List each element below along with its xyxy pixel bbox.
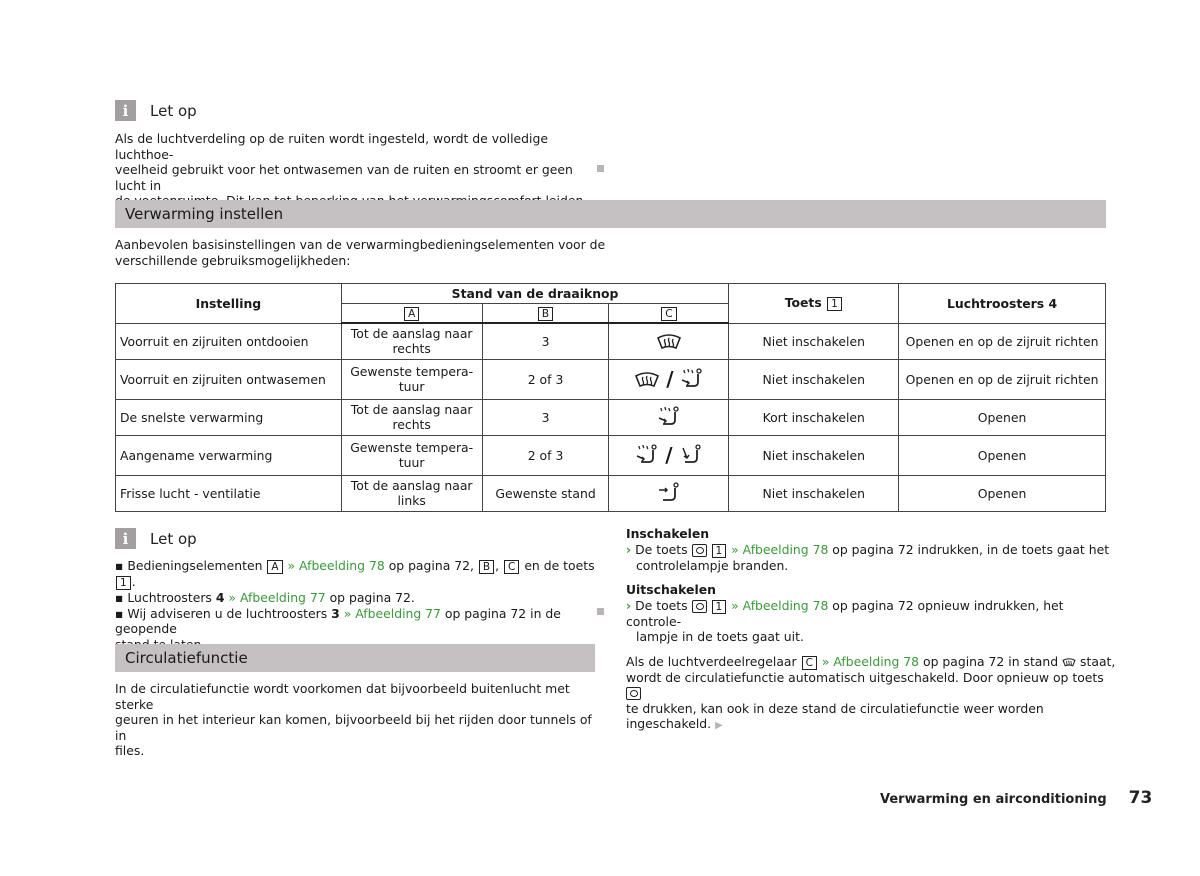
cell-line: rechts bbox=[392, 417, 431, 432]
text: en de toets bbox=[524, 558, 595, 573]
text: op pagina 72 indrukken, in de toets gaat het bbox=[832, 541, 1110, 557]
box-a: A bbox=[404, 307, 419, 321]
cell-stand-b: Gewenste stand bbox=[482, 475, 609, 511]
text: , bbox=[495, 558, 500, 573]
recirculation-key-icon bbox=[626, 687, 641, 700]
cell-toets: Niet inschakelen bbox=[729, 359, 899, 399]
text: Wij adviseren u de luchtroosters bbox=[127, 605, 328, 621]
cell-line: rechts bbox=[392, 341, 431, 357]
note-header bbox=[115, 100, 197, 121]
cell-luchtroosters: Openen en op de zijruit richten bbox=[899, 323, 1106, 359]
text: staat, bbox=[1080, 653, 1116, 669]
footer-title: Verwarming en airconditioning bbox=[880, 792, 1107, 807]
slash: / bbox=[665, 442, 673, 467]
text: op pagina 72. bbox=[329, 590, 415, 605]
footwell-airflow-icon bbox=[679, 444, 703, 466]
section-heading bbox=[115, 200, 1106, 228]
header-toets-label: Toets bbox=[784, 295, 822, 311]
continue-arrow-icon: ▶ bbox=[715, 720, 723, 731]
cell-line: Tot de aanslag naar bbox=[350, 478, 473, 493]
header-luchtroosters: Luchtroosters 4 bbox=[899, 284, 1106, 324]
box-c: C bbox=[661, 307, 676, 321]
note-line: veelheid gebruikt voor het ontwasemen van de ruiten en stroomt er geen lucht in bbox=[115, 162, 573, 193]
info-icon: i bbox=[115, 100, 136, 121]
slash: / bbox=[666, 366, 674, 391]
paragraph-line bbox=[626, 701, 1116, 734]
subheading: Inschakelen bbox=[626, 526, 710, 541]
intro-line: Aanbevolen basisinstellingen van de verwarmingbedieningselementen voor de bbox=[115, 237, 606, 252]
box-1: 1 bbox=[116, 576, 131, 590]
text: Luchtroosters bbox=[127, 590, 212, 605]
text: . bbox=[131, 574, 136, 589]
figure-link[interactable]: » Afbeelding 78 bbox=[731, 541, 829, 557]
table-row bbox=[116, 399, 1106, 435]
intro-line: verschillende gebruiksmogelijkheden: bbox=[115, 252, 351, 268]
cell-line: Gewenste tempera- bbox=[350, 440, 474, 455]
header-instelling: Instelling bbox=[116, 284, 342, 324]
cell-line: Gewenste tempera- bbox=[350, 364, 474, 379]
number: 3 bbox=[331, 605, 340, 621]
box-b: B bbox=[538, 307, 553, 321]
cell-luchtroosters: Openen bbox=[899, 435, 1106, 475]
box-1: 1 bbox=[712, 600, 727, 614]
bullet-item: ▪ Luchtroosters 4 » Afbeelding 77 op pagina 72. bbox=[115, 590, 415, 605]
end-mark-icon bbox=[597, 165, 604, 172]
cell-line: Tot de aanslag naar bbox=[350, 326, 473, 342]
text: lampje in de toets gaat uit. bbox=[636, 629, 804, 644]
windshield-defrost-icon bbox=[634, 370, 660, 388]
cell-instelling: Aangename verwarming bbox=[116, 435, 342, 475]
chevron-right-icon: › bbox=[626, 597, 632, 613]
cell-stand-b: 2 of 3 bbox=[482, 435, 609, 475]
table-row bbox=[116, 323, 1106, 359]
text-line: files. bbox=[115, 743, 145, 758]
cell-stand-c bbox=[609, 475, 729, 511]
text: Als de luchtverdeelregelaar bbox=[626, 653, 797, 669]
right-column bbox=[626, 526, 1116, 734]
note-title: Let op bbox=[150, 101, 197, 120]
box-1: 1 bbox=[712, 544, 727, 558]
text: De toets bbox=[635, 597, 688, 613]
note2-text bbox=[115, 558, 605, 652]
cell-luchtroosters: Openen bbox=[899, 475, 1106, 511]
cell-toets: Niet inschakelen bbox=[729, 435, 899, 475]
cell-stand-a bbox=[341, 399, 482, 435]
instruction bbox=[626, 542, 1116, 558]
page-number: 73 bbox=[1128, 788, 1153, 808]
toets-box: 1 bbox=[827, 297, 842, 311]
instruction bbox=[626, 598, 1116, 630]
box-c: C bbox=[504, 560, 519, 574]
section2-text bbox=[115, 681, 605, 759]
text: op pagina 72 in stand bbox=[923, 653, 1059, 669]
cell-stand-b: 2 of 3 bbox=[482, 359, 609, 399]
cell-line: Tot de aanslag naar bbox=[350, 402, 473, 417]
windshield-and-footwell-icon bbox=[680, 368, 704, 390]
table-row bbox=[116, 359, 1106, 399]
table-row bbox=[116, 435, 1106, 475]
text: op pagina 72 opnieuw indrukken, het controle- bbox=[626, 597, 1064, 629]
header-toets bbox=[729, 284, 899, 324]
figure-link[interactable]: » Afbeelding 77 bbox=[228, 590, 326, 605]
text: op pagina 72, bbox=[388, 558, 474, 573]
recirculation-key-icon bbox=[692, 600, 707, 613]
cell-stand-a bbox=[341, 359, 482, 399]
paragraph bbox=[626, 654, 1116, 670]
subheading: Uitschakelen bbox=[626, 582, 716, 597]
cell-stand-c bbox=[609, 323, 729, 359]
cell-stand-c bbox=[609, 435, 729, 475]
cell-luchtroosters: Openen en op de zijruit richten bbox=[899, 359, 1106, 399]
cell-stand-b: 3 bbox=[482, 399, 609, 435]
chevron-right-icon: › bbox=[626, 541, 632, 557]
cell-stand-a bbox=[341, 475, 482, 511]
page-footer bbox=[880, 788, 1152, 808]
cell-stand-c bbox=[609, 399, 729, 435]
box-a: A bbox=[267, 560, 282, 574]
subheader-c bbox=[609, 304, 729, 324]
note-header bbox=[115, 528, 197, 549]
info-icon: i bbox=[115, 528, 136, 549]
section-title: Verwarming instellen bbox=[125, 205, 284, 223]
text: controlelampje branden. bbox=[636, 557, 789, 573]
paragraph-line bbox=[626, 670, 1116, 701]
table-row bbox=[116, 475, 1106, 511]
windshield-and-footwell-icon bbox=[657, 406, 681, 428]
section-intro bbox=[115, 237, 815, 268]
cell-instelling: De snelste verwarming bbox=[116, 399, 342, 435]
figure-link[interactable]: » Afbeelding 77 bbox=[343, 605, 441, 621]
face-airflow-icon bbox=[657, 482, 681, 504]
subheader-b bbox=[482, 304, 609, 324]
header-stand: Stand van de draaiknop bbox=[341, 284, 729, 304]
subheader-a bbox=[341, 304, 482, 324]
box-c: C bbox=[802, 656, 817, 670]
figure-link[interactable]: » Afbeelding 78 bbox=[821, 653, 920, 669]
note-text bbox=[115, 131, 605, 209]
cell-line: tuur bbox=[398, 455, 425, 470]
figure-link[interactable]: » Afbeelding 78 bbox=[287, 558, 385, 573]
cell-instelling: Voorruit en zijruiten ontwasemen bbox=[116, 359, 342, 399]
windshield-defrost-icon bbox=[656, 332, 682, 350]
cell-stand-a bbox=[341, 435, 482, 475]
figure-link[interactable]: » Afbeelding 78 bbox=[731, 597, 829, 613]
cell-instelling: Voorruit en zijruiten ontdooien bbox=[116, 323, 342, 359]
windshield-and-footwell-icon bbox=[635, 444, 659, 466]
cell-line: links bbox=[397, 493, 426, 508]
cell-line: tuur bbox=[398, 379, 425, 394]
text: op pagina 72 in de geopende bbox=[115, 605, 561, 636]
note-title: Let op bbox=[150, 529, 197, 548]
cell-toets: Niet inschakelen bbox=[729, 475, 899, 511]
box-b: B bbox=[479, 560, 494, 574]
section-heading bbox=[115, 644, 595, 672]
settings-table bbox=[115, 283, 1106, 512]
text: Bedieningselementen bbox=[127, 558, 263, 573]
end-mark-icon bbox=[597, 608, 604, 615]
note-line: Als de luchtverdeling op de ruiten wordt ingesteld, wordt de volledige luchthoe- bbox=[115, 131, 548, 162]
cell-luchtroosters: Openen bbox=[899, 399, 1106, 435]
recirculation-key-icon bbox=[692, 544, 707, 557]
bullet-item: ▪ Wij adviseren u de luchtroosters 3 » Afbeelding 77 op pagina 72 in de geopende bbox=[115, 605, 561, 636]
cell-stand-a bbox=[341, 323, 482, 359]
cell-toets: Niet inschakelen bbox=[729, 323, 899, 359]
text-line: geuren in het interieur kan komen, bijvoorbeeld bij het rijden door tunnels of in bbox=[115, 712, 592, 743]
cell-stand-b: 3 bbox=[482, 323, 609, 359]
bullet-item: ▪ Bedieningselementen A » Afbeelding 78 op pagina 72, B , C en de toets 1 . bbox=[115, 558, 595, 589]
cell-stand-c bbox=[609, 359, 729, 399]
text: wordt de circulatiefunctie automatisch uitgeschakeld. Door opnieuw op toets bbox=[626, 669, 1104, 685]
cell-instelling: Frisse lucht - ventilatie bbox=[116, 475, 342, 511]
text: De toets bbox=[635, 541, 688, 557]
cell-toets: Kort inschakelen bbox=[729, 399, 899, 435]
text-line: In de circulatiefunctie wordt voorkomen dat bijvoorbeeld buitenlucht met sterke bbox=[115, 681, 570, 712]
section-title: Circulatiefunctie bbox=[125, 649, 248, 667]
number: 4 bbox=[215, 590, 225, 605]
text: te drukken, kan ook in deze stand de circulatiefunctie weer worden ingeschakeld. bbox=[626, 700, 1044, 731]
windshield-defrost-icon bbox=[1062, 657, 1076, 667]
